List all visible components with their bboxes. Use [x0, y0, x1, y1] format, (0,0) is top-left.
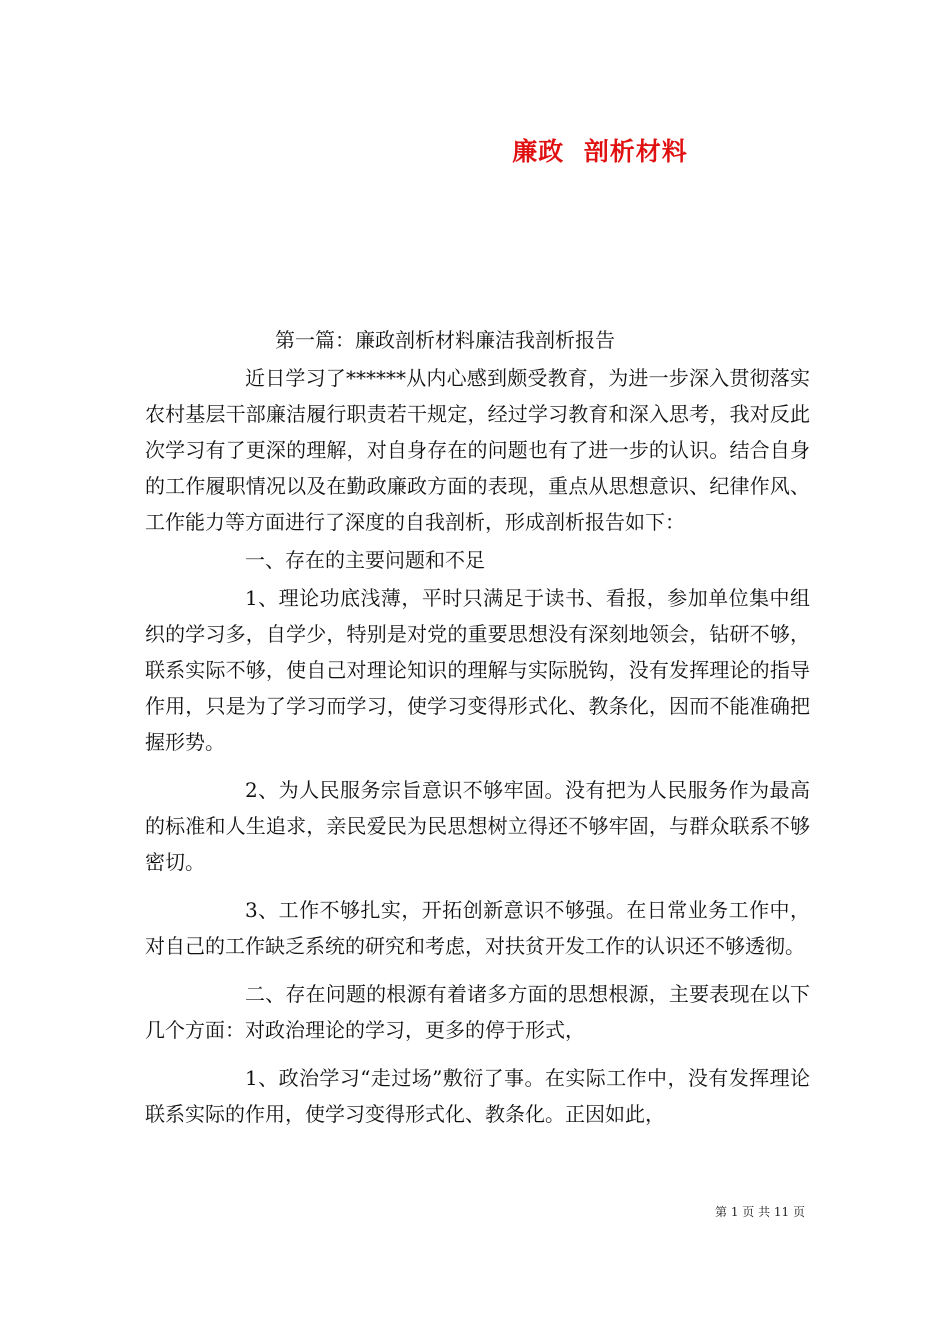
paragraph-item-1: 1、理论功底浅薄，平时只满足于读书、看报，参加单位集中组织的学习多，自学少，特别是对党的重要思想没有深刻地领会，钻研不够，联系实际不够，使自己对理论知识的理解与实际脱钩，没有发挥理论的指导作用，只是为了学习而学习，使学习变得形式化、教条化，因而不能准确把握形势。: [145, 586, 810, 754]
paragraph-item-3: 3、工作不够扎实，开拓创新意识不够强。在日常业务工作中，对自己的工作缺乏系统的研究和考虑，对扶贫开发工作的认识还不够透彻。: [145, 898, 810, 958]
paragraph-heading-roots: 二、存在问题的根源有着诸多方面的思想根源，主要表现在以下几个方面：对政治理论的学习，更多的停于形式，: [145, 982, 810, 1042]
section-heading: 第一篇：廉政剖析材料廉洁我剖析报告: [275, 328, 615, 352]
paragraph-root-1: 1、政治学习“走过场”敷衍了事。在实际工作中，没有发挥理论联系实际的作用，使学习变得形式化、教条化。正因如此，: [145, 1066, 810, 1126]
page-number: 第 1 页 共 11 页: [715, 1205, 805, 1219]
paragraph-item-2: 2、为人民服务宗旨意识不够牢固。没有把为人民服务作为最高的标准和人生追求，亲民爱民为民思想树立得还不够牢固，与群众联系不够密切。: [145, 778, 810, 874]
paragraph-intro: 近日学习了******从内心感到颇受教育，为进一步深入贯彻落实农村基层干部廉洁履行职责若干规定，经过学习教育和深入思考，我对反此次学习有了更深的理解，对自身存在的问题也有了进一步的认识。结合自身的工作履职情况以及在勤政廉政方面的表现，重点从思想意识、纪律作风、工作能力等方面进行了深度的自我剖析，形成剖析报告如下：: [145, 366, 810, 534]
document-body: [145, 322, 810, 1134]
document-title: 廉政 剖析材料: [512, 137, 688, 166]
paragraph-heading-problems: 一、存在的主要问题和不足: [245, 548, 485, 572]
